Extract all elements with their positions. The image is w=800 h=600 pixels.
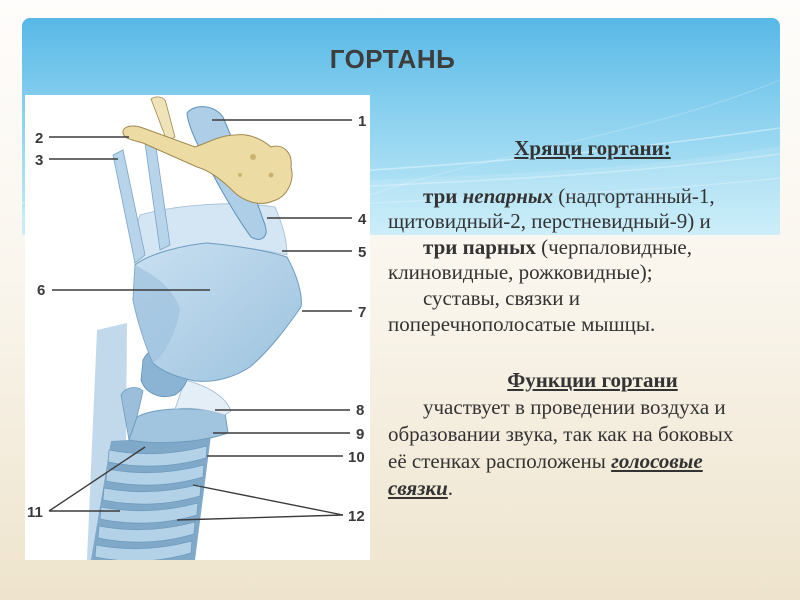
label-4: 4 xyxy=(358,211,367,228)
label-5: 5 xyxy=(358,244,367,261)
label-6: 6 xyxy=(37,282,46,299)
vocal-term: голосовые xyxy=(611,449,703,473)
functions-line-4 xyxy=(388,476,453,501)
cartilages-line-1-c: (надгортанный-1, xyxy=(553,184,715,208)
functions-heading: Функции гортани xyxy=(507,368,678,392)
label-9: 9 xyxy=(356,426,365,443)
slide-title: ГОРТАНЬ xyxy=(329,44,456,74)
hyoid-texture xyxy=(250,154,256,160)
functions-line-3-a: её стенках расположены xyxy=(388,449,612,473)
diagram-panel xyxy=(25,95,370,560)
label-8: 8 xyxy=(356,402,365,419)
larynx-diagram xyxy=(25,95,370,560)
label-10: 10 xyxy=(348,449,365,466)
cartilages-line-6: поперечнополосатые мышцы. xyxy=(388,312,656,336)
functions-line-4-period: . xyxy=(447,476,454,500)
leader-line-12 xyxy=(177,515,343,520)
functions-line-1: участвует в проведении воздуха и xyxy=(423,395,726,419)
label-1: 1 xyxy=(358,113,367,130)
cartilages-line-3-b: (черпаловидные, xyxy=(535,235,692,259)
functions-line-2: образовании звука, так как на боковых xyxy=(388,422,734,446)
cartilages-line-5: суставы, связки и xyxy=(423,286,580,310)
cartilages-heading: Хрящи гортани: xyxy=(514,136,671,160)
label-12: 12 xyxy=(348,508,365,525)
cartilages-line-3 xyxy=(423,235,692,260)
cartilages-line-4: клиновидные, рожковидные); xyxy=(388,260,653,284)
thyroid-superior-horn xyxy=(113,150,145,263)
cartilages-line-1 xyxy=(423,184,715,209)
functions-line-3 xyxy=(388,449,703,474)
label-11: 11 xyxy=(27,504,43,521)
label-3: 3 xyxy=(35,152,44,169)
label-2: 2 xyxy=(35,130,44,147)
vocal-cords-term: связки xyxy=(388,476,448,500)
leader-line-12 xyxy=(193,485,343,515)
hyoid-texture xyxy=(269,173,274,178)
hyoid-texture xyxy=(238,173,242,177)
cartilages-line-1-b: непарных xyxy=(462,184,553,208)
cricoid-cartilage xyxy=(129,409,228,443)
cartilages-line-2: щитовидный-2, перстневидный-9) и xyxy=(388,209,711,233)
cartilages-line-3-a: три парных xyxy=(423,235,536,259)
label-7: 7 xyxy=(358,304,367,321)
cartilages-line-1-a: три xyxy=(423,184,463,208)
